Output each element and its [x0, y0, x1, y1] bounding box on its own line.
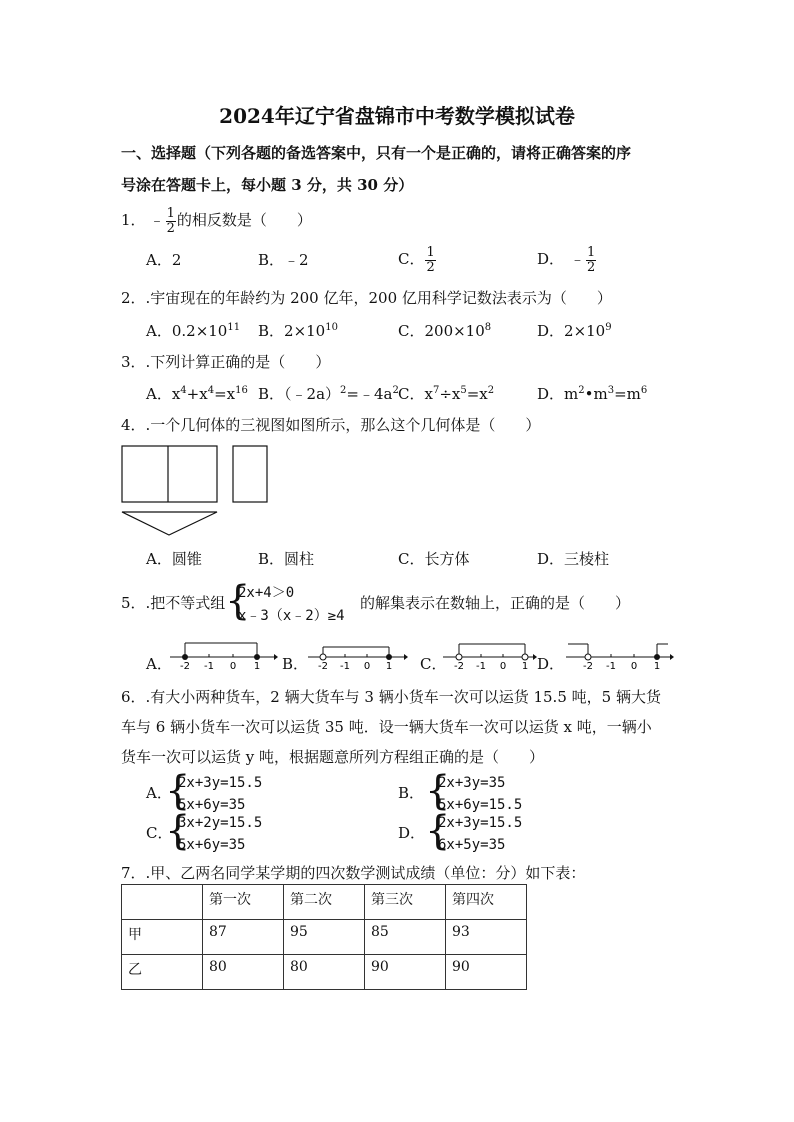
- q3-option-d: D．$m^2•m^3=m^6$: [537, 385, 648, 403]
- question-6-line3: 货车一次可以运货 y 吨，根据题意所列方程组正确的是（ ）: [121, 748, 545, 766]
- number-line-c: [441, 638, 537, 672]
- tick-label: -2: [583, 661, 593, 672]
- table-cell: 90: [365, 955, 446, 990]
- question-2: 2．.宇宙现在的年龄约为 200 亿年，200 亿用科学记数法表示为（ ）: [121, 289, 612, 307]
- tick-label: 0: [363, 661, 371, 672]
- table-cell: 87: [203, 920, 284, 955]
- q5-brace: {: [225, 578, 251, 624]
- table-cell: 95: [284, 920, 365, 955]
- table-row: [122, 920, 527, 955]
- q4-option-c: C．长方体: [398, 550, 470, 568]
- q2-option-d: D．$2\times 10^9$: [537, 322, 612, 340]
- q1-option-b: B．﹣2: [258, 251, 309, 269]
- tick-label: 1: [253, 661, 261, 672]
- q2-option-b: B．$2\times 10^{10}$: [258, 322, 338, 340]
- three-view-figure: [118, 443, 273, 539]
- q1-text: 的相反数是（ ）: [176, 211, 312, 229]
- q6-option-d-label: D．: [398, 824, 426, 842]
- number-line-b: [304, 638, 408, 672]
- q6-d-brace: {: [425, 808, 451, 854]
- question-5-prefix: 5．.把不等式组: [121, 594, 226, 612]
- table-header-row: [122, 885, 527, 920]
- question-1: [121, 206, 312, 235]
- tick-label: 0: [630, 661, 638, 672]
- tick-label: -1: [476, 661, 486, 672]
- q5-option-b-label: B．: [282, 655, 309, 673]
- tick-label: -2: [180, 661, 190, 672]
- q3-option-b: B．$(﹣2a)^2=﹣4a^2$: [258, 385, 399, 403]
- q4-option-d: D．三棱柱: [537, 550, 610, 568]
- q1-option-d: D． ﹣ $\frac{1}{2}$: [537, 244, 596, 275]
- q1-option-a: A．2: [146, 251, 182, 269]
- q4-option-b: B．圆柱: [258, 550, 315, 568]
- table-header-cell: 第四次: [446, 885, 527, 920]
- table-cell: 80: [284, 955, 365, 990]
- table-header-cell: 第三次: [365, 885, 446, 920]
- table-cell: 甲: [122, 920, 203, 955]
- tick-label: -1: [340, 661, 350, 672]
- q6-a-brace: {: [165, 768, 191, 814]
- tick-label: 0: [229, 661, 237, 672]
- question-3: 3．.下列计算正确的是（ ）: [121, 353, 331, 371]
- number-line-d: [564, 638, 674, 672]
- q5-option-a-label: A．: [146, 655, 172, 673]
- q5-inequality-2: x﹣3（x﹣2）≥4: [238, 608, 345, 624]
- question-6-line2: 车与 6 辆小货车一次可以运货 35 吨．设一辆大货车一次可以运货 x 吨，一辆小: [121, 718, 652, 736]
- q2-option-a: A．$0.2\times 10^{11}$: [146, 322, 241, 340]
- q6-b-eq1: 2x+3y=35: [438, 775, 506, 791]
- page-title: 2024年辽宁省盘锦市中考数学模拟试卷: [219, 104, 575, 128]
- question-5-suffix: 的解集表示在数轴上，正确的是（ ）: [360, 594, 631, 612]
- tick-label: 1: [653, 661, 661, 672]
- section-header-line1: 一、选择题（下列各题的备选答案中，只有一个是正确的，请将正确答案的序: [121, 144, 632, 162]
- q6-c-brace: {: [165, 808, 191, 854]
- table-header-cell: [122, 885, 203, 920]
- q6-a-eq2: 5x+6y=35: [178, 797, 246, 813]
- number-line-a: [166, 638, 278, 672]
- q2-option-c: C．$200\times 10^8$: [398, 322, 492, 340]
- score-table: [121, 884, 527, 990]
- q6-option-b-label: B．: [398, 784, 425, 802]
- front-view: [122, 446, 217, 502]
- q6-b-brace: {: [425, 768, 451, 814]
- q6-option-a-label: A．: [146, 784, 172, 802]
- question-7: 7．.甲、乙两名同学某学期的四次数学测试成绩（单位：分）如下表：: [121, 864, 586, 882]
- q6-option-c-label: C．: [146, 824, 173, 842]
- q1-sign: ﹣: [149, 211, 165, 229]
- tick-label: -1: [606, 661, 616, 672]
- q1-option-c: C． $\frac{1}{2}$: [398, 244, 435, 275]
- q5-option-d-label: D．: [537, 655, 565, 673]
- question-4: 4．.一个几何体的三视图如图所示，那么这个几何体是（ ）: [121, 416, 541, 434]
- tick-label: -1: [204, 661, 214, 672]
- section-header-line2: 号涂在答题卡上，每小题 3 分，共 30 分）: [121, 176, 414, 194]
- question-6-line1: 6．.有大小两种货车，2 辆大货车与 3 辆小货车一次可以运货 15.5 吨，5 辆大货: [121, 688, 661, 706]
- tick-label: -2: [454, 661, 464, 672]
- q6-c-eq2: 5x+6y=35: [178, 837, 246, 853]
- q5-inequality-1: 2x+4＞0: [238, 585, 295, 601]
- table-header-cell: 第一次: [203, 885, 284, 920]
- q1-number: 1．: [121, 211, 146, 229]
- q6-d-eq2: 6x+5y=35: [438, 837, 506, 853]
- table-cell: 93: [446, 920, 527, 955]
- table-cell: 乙: [122, 955, 203, 990]
- table-row: [122, 955, 527, 990]
- q6-d-eq1: 2x+3y=15.5: [438, 815, 523, 831]
- tick-label: 0: [499, 661, 507, 672]
- table-cell: 85: [365, 920, 446, 955]
- q1-fraction: $\frac{1}{2}$: [166, 205, 175, 236]
- tick-label: 1: [385, 661, 393, 672]
- side-view: [233, 446, 267, 502]
- q3-option-c: C．$x^7\div x^5=x^2$: [398, 385, 495, 403]
- q6-b-eq2: 5x+6y=15.5: [438, 797, 523, 813]
- q3-option-a: A．$x^4+x^4=x^{16}$: [146, 385, 248, 403]
- q5-option-c-label: C．: [420, 655, 447, 673]
- table-cell: 80: [203, 955, 284, 990]
- q4-option-a: A．圆锥: [146, 550, 202, 568]
- table-cell: 90: [446, 955, 527, 990]
- table-header-cell: 第二次: [284, 885, 365, 920]
- tick-label: 1: [521, 661, 529, 672]
- tick-label: -2: [318, 661, 328, 672]
- top-view-triangle: [122, 512, 217, 535]
- q6-a-eq1: 2x+3y=15.5: [178, 775, 263, 791]
- q6-c-eq1: 3x+2y=15.5: [178, 815, 263, 831]
